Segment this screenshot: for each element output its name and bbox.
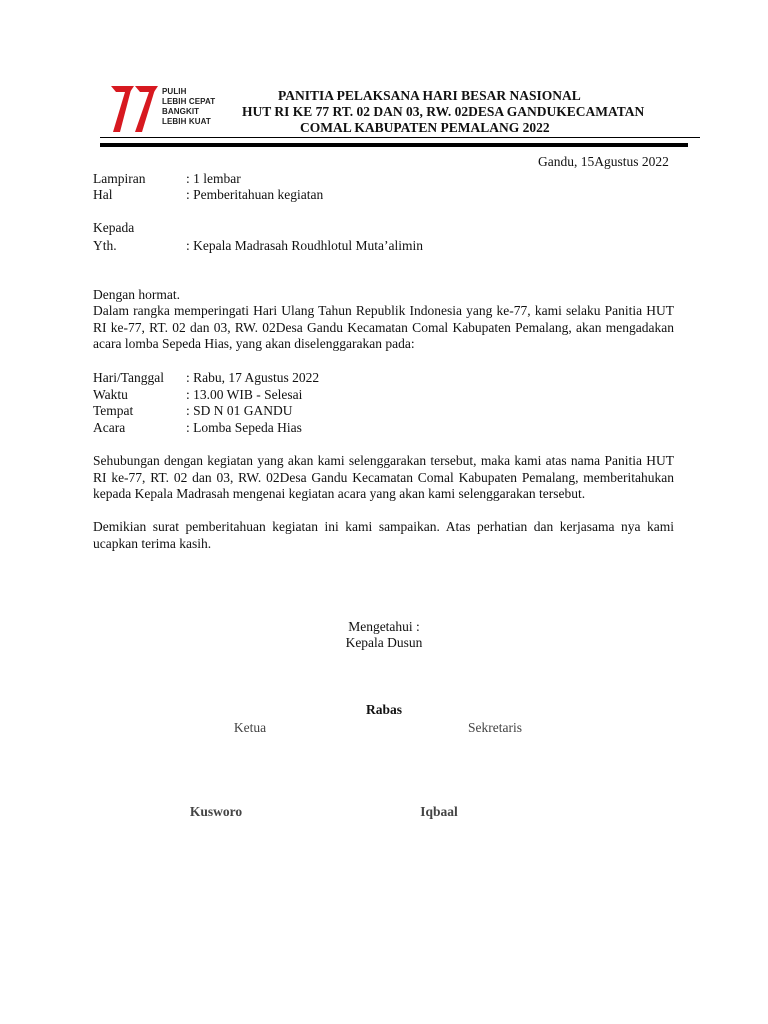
ketua-name: Kusworo: [189, 804, 243, 819]
ketua-title: Ketua: [233, 720, 267, 735]
intro-paragraph: Dalam rangka memperingati Hari Ulang Tahun Republik Indonesia yang ke-77, kami selaku Panitia HUT RI ke-77, RT. 02 dan 03, RW. 02Desa Gandu Kecamatan Comal Kabupaten Pemalang, akan mengadakan acara lomba Sepeda Hias, yang akan diselenggarakan pada:: [93, 303, 674, 352]
logo-tagline-line: LEBIH KUAT: [162, 117, 211, 126]
hal-label: Hal: [93, 187, 113, 202]
logo-tagline-line: PULIH: [162, 87, 187, 96]
detail-label-waktu: Waktu: [93, 387, 128, 402]
sekretaris-title: Sekretaris: [468, 720, 522, 735]
logo-tagline-line: LEBIH CEPAT: [162, 97, 216, 106]
detail-label-tempat: Tempat: [93, 403, 134, 418]
yth-recipient: : Kepala Madrasah Roudhlotul Muta’alimin: [186, 238, 423, 253]
header-title-line-1: PANITIA PELAKSANA HARI BESAR NASIONAL: [278, 88, 581, 103]
seventy-seven-logo-icon: [108, 84, 160, 134]
header-title-line-2: HUT RI KE 77 RT. 02 DAN 03, RW. 02DESA GANDUKECAMATAN: [242, 104, 645, 119]
kepala-dusun-title: Kepala Dusun: [345, 635, 423, 650]
greeting: Dengan hormat.: [93, 287, 180, 302]
header-divider-thin: [100, 137, 700, 138]
detail-value-hari-tanggal: : Rabu, 17 Agustus 2022: [186, 370, 320, 385]
mengetahui-label: Mengetahui :: [348, 619, 420, 634]
detail-label-acara: Acara: [93, 420, 126, 435]
header-title-line-3: COMAL KABUPATEN PEMALANG 2022: [300, 120, 550, 135]
detail-label-hari-tanggal: Hari/Tanggal: [93, 370, 165, 385]
lampiran-value: : 1 lembar: [186, 171, 241, 186]
lampiran-label: Lampiran: [93, 171, 146, 186]
hal-value: : Pemberitahuan kegiatan: [186, 187, 324, 202]
yth-label: Yth.: [93, 238, 117, 253]
detail-value-tempat: : SD N 01 GANDU: [186, 403, 293, 418]
detail-value-waktu: : 13.00 WIB - Selesai: [186, 387, 303, 402]
logo-tagline-line: BANGKIT: [162, 107, 200, 116]
hut-ri-77-logo: [108, 84, 228, 134]
sekretaris-name: Iqbaal: [420, 804, 458, 819]
logo-tagline: [162, 87, 215, 127]
kepala-dusun-name: Rabas: [365, 702, 403, 717]
detail-value-acara: : Lomba Sepeda Hias: [186, 420, 302, 435]
letter-date: Gandu, 15Agustus 2022: [538, 154, 669, 169]
header-divider-thick: [100, 143, 688, 147]
kepada-label: Kepada: [93, 220, 135, 235]
body-paragraph-2: Sehubungan dengan kegiatan yang akan kami selenggarakan tersebut, maka kami atas nama Panitia HUT RI ke-77, RT. 02 dan 03, RW. 02Desa Gandu Kecamatan Comal Kabupaten Pemalang, memberitahukan kepada Kepala Madrasah mengenai kegiatan acara yang akan kami selenggarakan tersebut.: [93, 453, 674, 502]
closing-paragraph: Demikian surat pemberitahuan kegiatan ini kami sampaikan. Atas perhatian dan kerjasama nya kami ucapkan terima kasih.: [93, 519, 674, 551]
